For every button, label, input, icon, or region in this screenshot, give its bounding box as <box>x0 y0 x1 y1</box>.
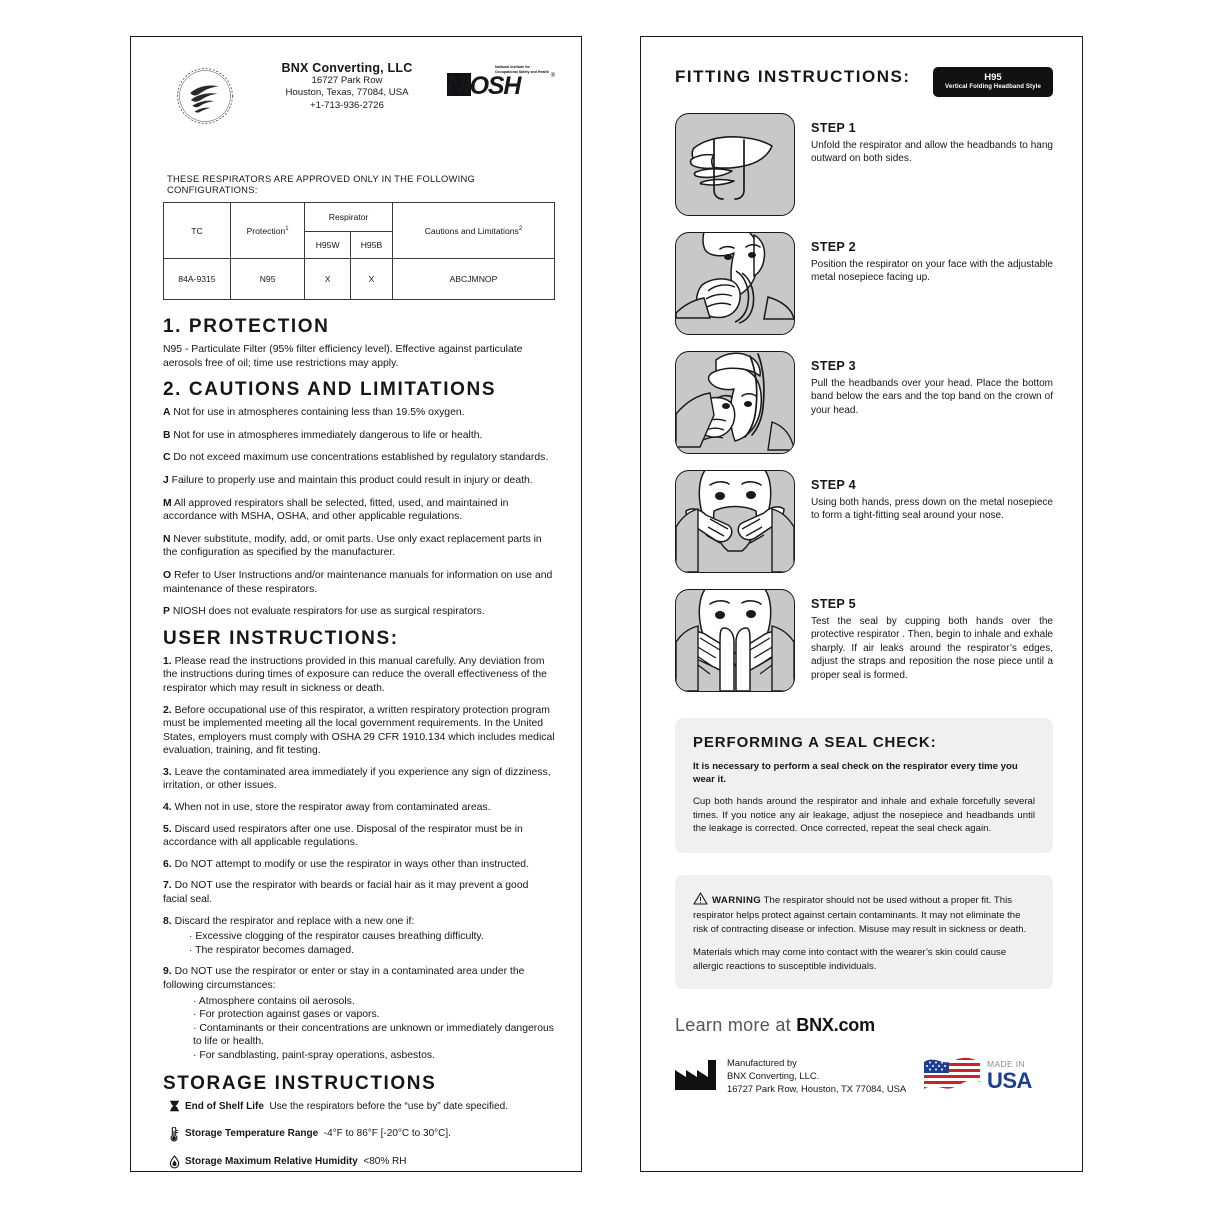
step-1 <box>675 113 1053 216</box>
table-row <box>164 259 555 300</box>
seal-check-bold: It is necessary to perform a seal check on the respirator every time you wear it. <box>693 761 1018 786</box>
table-header-row <box>164 203 555 232</box>
brand-link[interactable]: BNX.com <box>796 1015 875 1036</box>
th-h95w: H95W <box>305 232 351 259</box>
step-2-text-block <box>795 232 1053 335</box>
configuration-table <box>163 202 555 300</box>
cupping-hands-seal-check-illustration <box>675 589 795 692</box>
sub-item: · The respirator becomes damaged. <box>189 944 354 956</box>
company-name: BNX Converting, LLC <box>281 61 413 75</box>
cell-h95w: X <box>305 259 351 300</box>
company-phone: +1-713-936-2726 <box>310 99 384 111</box>
warning-triangle-icon <box>693 892 708 909</box>
instruction-item: 6. Do NOT attempt to modify or use the respirator in ways other than instructed. <box>163 858 529 870</box>
learn-more-prefix: Learn more at <box>675 1015 797 1036</box>
caution-item: O Refer to User Instructions and/or maintenance manuals for information on use and maintenance of these respirators. <box>163 569 553 595</box>
approval-statement: THESE RESPIRATORS ARE APPROVED ONLY IN THE FOLLOWING CONFIGURATIONS: <box>167 173 476 195</box>
step-body: Test the seal by cupping both hands over the protective respirator . Then, begin to inhale and exhale sharply. If air leaks around the respirator’s edges, adjust the straps and reposition the nose piece until a proper seal is formed. <box>811 616 1053 681</box>
step-body: Using both hands, press down on the metal nosepiece to form a tight-fitting seal around your nose. <box>811 497 1053 522</box>
instruction-9-sublist <box>163 995 555 1063</box>
instruction-item: 7. Do NOT use the respirator with beards or facial hair as it may prevent a good facial seal. <box>163 880 529 906</box>
th-tc: TC <box>164 203 231 259</box>
caution-item: M All approved respirators shall be selected, fitted, used, and maintained in accordance with MSHA, OSHA, and other applicable regulations. <box>163 497 509 523</box>
hhs-seal-icon <box>163 55 247 133</box>
storage-row <box>163 1155 555 1171</box>
step-body: Pull the headbands over your head. Place the bottom band below the ears and the top band on the crown of your head. <box>811 378 1053 416</box>
made-in-usa-text <box>981 1059 1032 1092</box>
step-1-text-block <box>795 113 1053 216</box>
step-title: STEP 3 <box>811 359 856 373</box>
hands-unfolding-respirator-illustration <box>675 113 795 216</box>
badge-title: H95 <box>984 72 1002 83</box>
company-address1: 16727 Park Row <box>311 75 383 86</box>
instruction-item: 3. Leave the contaminated area immediately if you experience any sign of dizziness, irritation, or other issues. <box>163 766 551 792</box>
pressing-nosepiece-illustration <box>675 470 795 573</box>
usa-label: USA <box>987 1068 1032 1094</box>
made-in-label: MADE IN <box>987 1059 1025 1070</box>
seal-check-heading: PERFORMING A SEAL CHECK: <box>693 734 937 751</box>
cell-tc: 84A-9315 <box>164 259 231 300</box>
pulling-headbands-over-head-illustration <box>675 351 795 454</box>
instruction-8-sublist <box>163 930 555 957</box>
niosh-logo <box>447 55 555 99</box>
step-title: STEP 1 <box>811 121 856 135</box>
cell-cautions: ABCJMNOP <box>392 259 554 300</box>
warning-paragraph <box>693 892 1035 936</box>
step-3 <box>675 351 1053 454</box>
right-panel <box>640 36 1083 1172</box>
step-title: STEP 5 <box>811 597 856 611</box>
instruction-item: 5. Discard used respirators after one use. Disposal of the respirator must be in accordance with all applicable regulations. <box>163 823 523 849</box>
respirator-placed-on-face-illustration <box>675 232 795 335</box>
caution-item: C Do not exceed maximum use concentrations established by regulatory standards. <box>163 452 549 464</box>
learn-more-line[interactable] <box>675 1015 1053 1036</box>
th-protection: Protection$^1$ <box>230 203 304 259</box>
th-cautions: Cautions and Limitations$^2$ <box>392 203 554 259</box>
cell-h95b: X <box>350 259 392 300</box>
caution-item: J Failure to properly use and maintain this product could result in injury or death. <box>163 474 533 486</box>
seal-check-card <box>675 718 1053 853</box>
step-5 <box>675 589 1053 692</box>
sub-item: · Contaminants or their concentrations are unknown or immediately dangerous to life or health. <box>193 1022 554 1048</box>
storage-text: Storage Temperature Range -4°F to 86°F [-20°C to 30°C]. <box>185 1127 451 1139</box>
sub-item: · Atmosphere contains oil aerosols. <box>193 995 355 1007</box>
th-h95b: H95B <box>350 232 392 259</box>
footer <box>675 1052 1053 1095</box>
cautions-heading: 2. CAUTIONS AND LIMITATIONS <box>163 379 497 401</box>
company-address2: Houston, Texas, 77084, USA <box>285 87 409 99</box>
caution-item: N Never substitute, modify, add, or omit parts. Use only exact replacement parts in the configuration as specified by the manufacturer. <box>163 533 542 559</box>
warning-text: The respirator should not be used without a proper fit. This respirator helps protect against certain contaminants. It may not eliminate the risk of contracting disease or infection. Misuse may result in sickness or death. <box>693 895 1027 935</box>
badge-subtitle: Vertical Folding Headband Style <box>945 83 1041 90</box>
storage-list <box>163 1100 555 1171</box>
step-2 <box>675 232 1053 335</box>
factory-icon <box>675 1052 721 1095</box>
seal-check-body: Cup both hands around the respirator and inhale and exhale forcefully several times. If you notice any air leakage, adjust the nosepiece and headbands until the leakage is corrected. Once corrected, repeat the seal check again. <box>693 796 1035 834</box>
manufacturer-header <box>163 55 555 139</box>
th-respirator: Respirator <box>305 203 393 232</box>
step-title: STEP 4 <box>811 478 856 492</box>
mfg-line-1: Manufactured by <box>727 1057 797 1069</box>
caution-item: A Not for use in atmospheres containing less than 19.5% oxygen. <box>163 407 465 419</box>
warning-paragraph-2: Materials which may come into contact with the wearer’s skin could cause allergic reactions to susceptible individuals. <box>693 947 1007 972</box>
step-5-text-block <box>795 589 1053 692</box>
cautions-list <box>163 406 555 619</box>
fitting-instructions-title: FITTING INSTRUCTIONS: <box>675 67 911 86</box>
thermometer-icon <box>163 1127 185 1144</box>
humidity-drop-icon <box>163 1155 185 1171</box>
storage-text: End of Shelf Life Use the respirators before the “use by” date specified. <box>185 1100 508 1112</box>
step-title: STEP 2 <box>811 240 856 254</box>
warning-label: WARNING <box>712 895 762 907</box>
protection-body: N95 - Particulate Filter (95% filter efficiency level). Effective against particulate aerosols free of oil; time use restrictions may apply. <box>163 344 523 369</box>
caution-item: P NIOSH does not evaluate respirators for use as surgical respirators. <box>163 606 485 618</box>
mfg-line-2: BNX Converting, LLC. <box>727 1070 820 1082</box>
cell-protection: N95 <box>230 259 304 300</box>
left-panel <box>130 36 582 1172</box>
sub-item: · Excessive clogging of the respirator causes breathing difficulty. <box>189 931 484 943</box>
storage-row <box>163 1127 555 1144</box>
niosh-wordmark: NIOSH <box>447 72 521 100</box>
storage-heading: STORAGE INSTRUCTIONS <box>163 1072 437 1094</box>
instruction-item-9: 9. Do NOT use the respirator or enter or stay in a contaminated area under the following circumstances: <box>163 966 525 991</box>
made-in-usa-block <box>923 1052 1053 1095</box>
user-instructions-list <box>163 655 555 1063</box>
niosh-registered-mark: ® <box>550 73 555 79</box>
caution-item: B Not for use in atmospheres immediately dangerous to life or health. <box>163 429 483 441</box>
instruction-item: 1. Please read the instructions provided in this manual carefully. Any deviation from the instructions during times of exposure can reduce the overall effectiveness of the respirator which may result in sickness or death. <box>163 655 547 694</box>
sub-item: · For protection against gases or vapors. <box>193 1009 380 1021</box>
product-style-badge <box>933 67 1053 97</box>
manufacturer-block <box>721 1052 923 1095</box>
hourglass-icon <box>163 1100 185 1116</box>
step-4-text-block <box>795 470 1053 573</box>
fitting-header <box>675 67 1053 97</box>
instruction-item: 2. Before occupational use of this respirator, a written respiratory protection program must be implemented meeting all the local government requirements. In the United States, employers must comply with OSHA 29 CFR 1910.134 which includes medical evaluation, training, and fit testing. <box>163 704 555 757</box>
user-instructions-heading: USER INSTRUCTIONS: <box>163 627 399 649</box>
protection-heading: 1. PROTECTION <box>163 316 330 337</box>
niosh-subtitle: National Institute for Occupational Safety and Health <box>495 65 549 74</box>
warning-card <box>675 875 1053 989</box>
instruction-item: 8. Discard the respirator and replace with a new one if: <box>163 915 415 927</box>
sub-item: · For sandblasting, paint-spray operations, asbestos. <box>193 1049 435 1061</box>
step-4 <box>675 470 1053 573</box>
storage-row <box>163 1100 555 1116</box>
step-3-text-block <box>795 351 1053 454</box>
usa-flag-icon <box>923 1056 981 1095</box>
step-body: Position the respirator on your face with the adjustable metal nosepiece facing up. <box>811 259 1053 284</box>
mfg-line-3: 16727 Park Row, Houston, TX 77084, USA <box>727 1083 907 1095</box>
step-body: Unfold the respirator and allow the headbands to hang outward on both sides. <box>811 140 1053 165</box>
storage-text: Storage Maximum Relative Humidity <80% RH <box>185 1155 407 1167</box>
instruction-item: 4. When not in use, store the respirator away from contaminated areas. <box>163 802 491 814</box>
